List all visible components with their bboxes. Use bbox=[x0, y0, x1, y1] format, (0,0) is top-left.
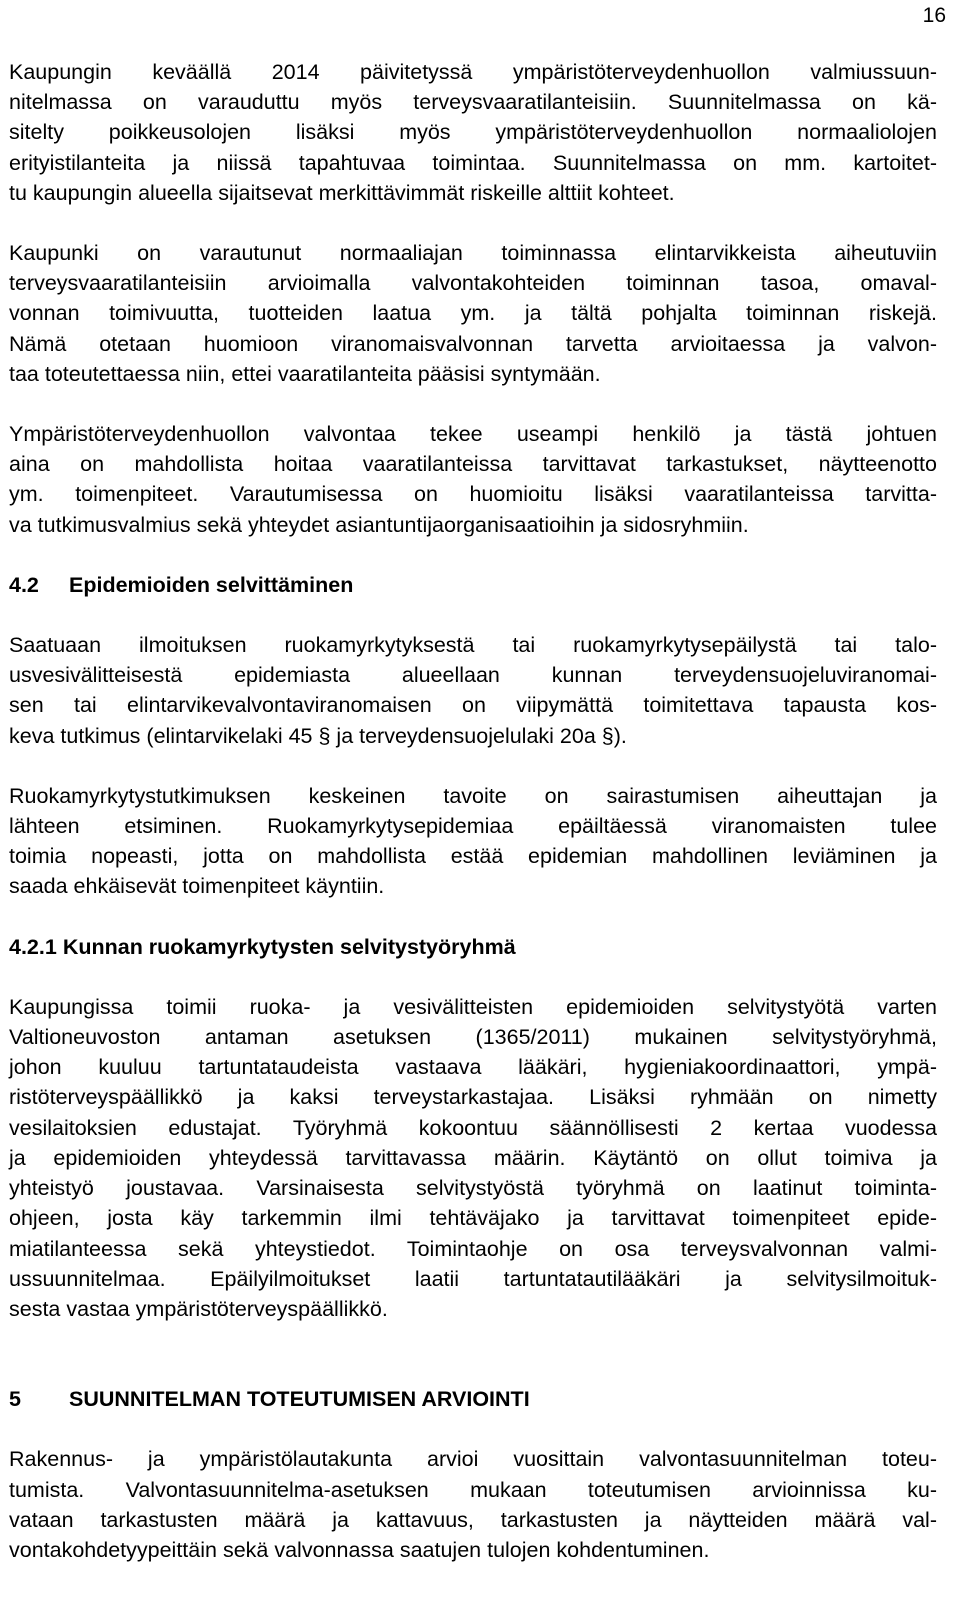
text-line: keva tutkimus (elintarvikelaki 45 § ja terveydensuojelulaki 20a §). bbox=[9, 723, 627, 748]
text-line: sen tai elintarvikevalvontaviranomaisen on viipymättä toimitettava tapausta kos- bbox=[9, 693, 937, 718]
text-line: Kaupungissa toimii ruoka- ja vesivälitteisten epidemioiden selvitystyötä varten bbox=[9, 994, 937, 1019]
paragraph-supervision-staff bbox=[9, 419, 937, 540]
paragraph-epidemic-notification bbox=[9, 630, 937, 751]
text-line: miatilanteessa sekä yhteystiedot. Toimintaohje on osa terveysvalvonnan valmi- bbox=[9, 1236, 937, 1261]
text-line: va tutkimusvalmius sekä yhteydet asiantuntijaorganisaatioihin ja sidosryhmiin. bbox=[9, 512, 749, 537]
text-line: ussuunnitelmaa. Epäilyilmoitukset laatii tartuntatautilääkäri ja selvitysilmoituk- bbox=[9, 1266, 937, 1291]
text-line: vonnan toimivuutta, tuotteiden laatua ym. ja tältä pohjalta toiminnan riskejä. bbox=[9, 301, 937, 326]
text-line: Kaupungin keväällä 2014 päivitetyssä ympäristöterveydenhuollon valmiussuun- bbox=[9, 60, 937, 84]
paragraph-preparedness-plan bbox=[9, 57, 937, 208]
paragraph-investigation-goal bbox=[9, 781, 937, 902]
text-line: johon kuuluu tartuntataudeista vastaava lääkäri, hygieniakoordinaattori, ympä- bbox=[9, 1055, 937, 1080]
page-number: 16 bbox=[922, 4, 946, 27]
paragraph-normal-time-preparedness bbox=[9, 238, 937, 389]
text-line: vontakohdetyypeittäin sekä valvonnassa saatujen tulojen kohdentuminen. bbox=[9, 1537, 710, 1562]
section-number: 5 bbox=[9, 1387, 21, 1412]
section-number: 4.2.1 bbox=[9, 934, 57, 959]
text-line: vataan tarkastusten määrä ja kattavuus, tarkastusten ja näytteiden määrä val- bbox=[9, 1507, 937, 1532]
text-line: Ruokamyrkytystutkimuksen keskeinen tavoite on sairastumisen aiheuttajan ja bbox=[9, 783, 937, 808]
text-line: ohjeen, josta käy tarkemmin ilmi tehtäväjako ja tarvittavat toimenpiteet epide- bbox=[9, 1206, 937, 1231]
text-line: vesilaitoksien edustajat. Työryhmä kokoontuu säännöllisesti 2 kertaa vuodessa bbox=[9, 1115, 937, 1140]
text-line: Valtioneuvoston antaman asetuksen (1365/2011) mukainen selvitystyöryhmä, bbox=[9, 1025, 937, 1050]
text-line: aina on mahdollista hoitaa vaaratilanteissa tarvittavat tarkastukset, näytteenotto bbox=[9, 452, 937, 477]
section-title: Epidemioiden selvittäminen bbox=[69, 572, 354, 597]
text-line: yhteistyö joustavaa. Varsinaisesta selvitystyöstä työryhmä on laatinut toiminta- bbox=[9, 1176, 937, 1201]
text-line: taa toteutettaessa niin, ettei vaaratilanteita pääsisi syntymään. bbox=[9, 361, 601, 386]
text-line: Ympäristöterveydenhuollon valvontaa tekee useampi henkilö ja tästä johtuen bbox=[9, 422, 937, 447]
document-body bbox=[9, 57, 937, 1565]
text-line: usvesivälitteisestä epidemiasta alueellaan kunnan terveydensuojeluviranomai- bbox=[9, 663, 937, 688]
text-line: erityistilanteita ja niissä tapahtuvaa toimintaa. Suunnitelmassa on mm. kartoitet- bbox=[9, 150, 937, 175]
section-heading-5 bbox=[9, 1384, 937, 1414]
text-line: ja epidemioiden yhteydessä tarvittavassa määrin. Käytäntö on ollut toimiva ja bbox=[9, 1145, 937, 1170]
paragraph-working-group bbox=[9, 992, 937, 1324]
text-line: ym. toimenpiteet. Varautumisessa on huomioitu lisäksi vaaratilanteissa tarvitta- bbox=[9, 482, 937, 507]
text-line: nitelmassa on varauduttu myös terveysvaaratilanteisiin. Suunnitelmassa on kä- bbox=[9, 90, 937, 115]
section-heading-4-2 bbox=[9, 570, 937, 600]
paragraph-plan-evaluation bbox=[9, 1444, 937, 1565]
text-line: toimia nopeasti, jotta on mahdollista estää epidemian mahdollinen leviäminen ja bbox=[9, 844, 937, 869]
text-line: lähteen etsiminen. Ruokamyrkytysepidemiaa epäiltäessä viranomaisten tulee bbox=[9, 814, 937, 839]
text-line: Saatuaan ilmoituksen ruokamyrkytyksestä tai ruokamyrkytysepäilystä tai talo- bbox=[9, 633, 937, 658]
section-title: SUUNNITELMAN TOTEUTUMISEN ARVIOINTI bbox=[69, 1387, 530, 1412]
text-line: sesta vastaa ympäristöterveyspäällikkö. bbox=[9, 1296, 388, 1321]
text-line: sitelty poikkeusolojen lisäksi myös ympäristöterveydenhuollon normaaliolojen bbox=[9, 120, 937, 145]
section-title: Kunnan ruokamyrkytysten selvitystyöryhmä bbox=[62, 934, 516, 959]
text-line: tumista. Valvontasuunnitelma-asetuksen mukaan toteutumisen arvioinnissa ku- bbox=[9, 1477, 937, 1502]
text-line: Kaupunki on varautunut normaaliajan toiminnassa elintarvikkeista aiheutuviin bbox=[9, 241, 937, 266]
text-line: saada ehkäisevät toimenpiteet käyntiin. bbox=[9, 874, 385, 899]
text-line: Rakennus- ja ympäristölautakunta arvioi vuosittain valvontasuunnitelman toteu- bbox=[9, 1447, 937, 1472]
text-line: tu kaupungin alueella sijaitsevat merkittävimmät riskeille alttiit kohteet. bbox=[9, 180, 675, 205]
section-number: 4.2 bbox=[9, 572, 39, 597]
text-line: ristöterveyspäällikkö ja kaksi terveystarkastajaa. Lisäksi ryhmään on nimetty bbox=[9, 1085, 937, 1110]
section-heading-4-2-1 bbox=[9, 932, 937, 962]
text-line: Nämä otetaan huomioon viranomaisvalvonnan tarvetta arvioitaessa ja valvon- bbox=[9, 331, 937, 356]
text-line: terveysvaaratilanteisiin arvioimalla valvontakohteiden toiminnan tasoa, omaval- bbox=[9, 271, 937, 296]
